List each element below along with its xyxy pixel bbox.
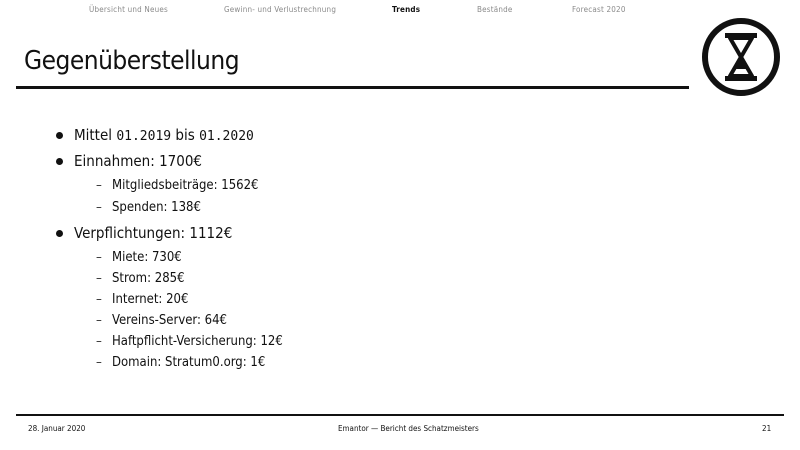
dash-icon: – (96, 200, 102, 215)
liability-item (96, 334, 283, 349)
liability-item-value: 64€ (204, 313, 227, 328)
dash-icon: – (96, 271, 102, 286)
liability-item (96, 271, 185, 286)
liability-item-label: Vereins-Server: (112, 313, 201, 328)
liability-item (96, 292, 189, 307)
income-item-value: 138€ (171, 200, 201, 215)
dash-icon: – (96, 313, 102, 328)
liability-item-value: 20€ (166, 292, 189, 307)
period-to: 01.2020 (199, 129, 254, 144)
dash-icon: – (96, 334, 102, 349)
income-item-label: Mitgliedsbeiträge: (112, 178, 218, 193)
liability-item (96, 313, 227, 328)
bullet-icon (56, 132, 63, 139)
dash-icon: – (96, 250, 102, 265)
income-label: Einnahmen: (74, 152, 155, 170)
liabilities-label: Verpflichtungen: (74, 224, 186, 242)
income-total: 1700€ (159, 152, 202, 170)
liabilities-total-line (74, 224, 232, 242)
nav-item-uebersicht[interactable]: Übersicht und Neues (89, 5, 168, 14)
footer-title: Emantor — Bericht des Schatzmeisters (338, 424, 479, 433)
period-line (74, 126, 254, 144)
dash-icon: – (96, 355, 102, 370)
income-item (96, 200, 201, 215)
nav-item-bestaende[interactable]: Bestände (477, 5, 513, 14)
nav-item-guv[interactable]: Gewinn- und Verlustrechnung (224, 5, 337, 14)
liability-item (96, 250, 182, 265)
liability-item (96, 355, 266, 370)
footer-divider (16, 414, 784, 416)
liability-item-value: 285€ (154, 271, 185, 286)
period-between: bis (175, 126, 195, 144)
liability-item-value: 730€ (151, 250, 182, 265)
liability-item-value: 12€ (260, 334, 283, 349)
period-prefix: Mittel (74, 126, 113, 144)
income-total-line (74, 152, 202, 170)
income-item-value: 1562€ (221, 178, 259, 193)
footer-page-number: 21 (762, 424, 772, 433)
income-item (96, 178, 259, 193)
liability-item-label: Haftpflicht-Versicherung: (112, 334, 257, 349)
liability-item-label: Domain: Stratum0.org: (112, 355, 247, 370)
income-item-label: Spenden: (112, 200, 168, 215)
footer-date: 28. Januar 2020 (28, 424, 86, 433)
bullet-icon (56, 230, 63, 237)
liabilities-total: 1112€ (189, 224, 233, 242)
liability-item-label: Miete: (112, 250, 149, 265)
bullet-icon (56, 158, 63, 165)
liability-item-label: Internet: (112, 292, 163, 307)
dash-icon: – (96, 178, 102, 193)
nav-item-forecast[interactable]: Forecast 2020 (572, 5, 626, 14)
liability-item-label: Strom: (112, 271, 152, 286)
slide-title: Gegenüberstellung (24, 46, 240, 76)
dash-icon: – (96, 292, 102, 307)
period-from: 01.2019 (116, 129, 172, 144)
liability-item-value: 1€ (250, 355, 266, 370)
nav-item-trends[interactable]: Trends (392, 5, 421, 14)
